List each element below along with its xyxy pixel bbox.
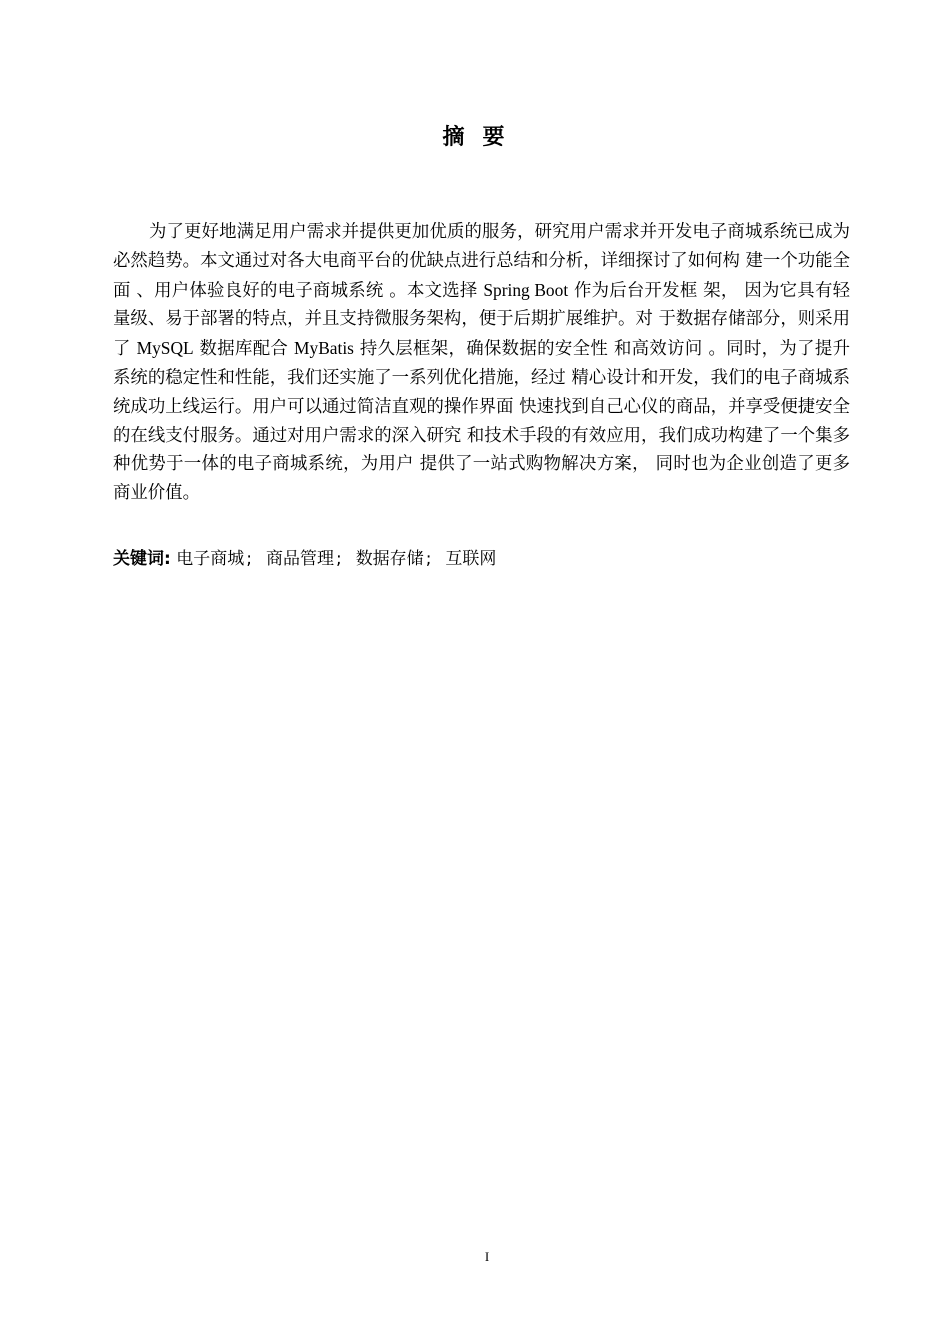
keyword-separator: ; <box>335 549 342 569</box>
abstract-title: 摘要 <box>442 125 523 150</box>
abstract-body <box>113 218 850 508</box>
page-number: I <box>484 1249 490 1264</box>
keywords-label: 关键词: <box>113 549 171 569</box>
abstract-term-mysql: MySQL <box>136 338 194 359</box>
abstract-text-part-3: 数据库配合 <box>193 339 295 360</box>
abstract-text-part-2: 作为后台开发框 架， 因为它具有轻量级、易于部署的特点，并且支持微服务架构，便于后期扩展维护。对 于数据存储部分，则采用了 <box>113 280 850 360</box>
keywords-line <box>113 546 850 572</box>
keyword-item: 互联网 <box>445 549 497 569</box>
keyword-item: 商品管理 <box>265 549 334 569</box>
keyword-separator: ; <box>246 549 252 569</box>
abstract-text-part-1: 为了更好地满足用户需求并提供更加优质的服务，研究用户需求并开发电子商城系统已成为必然趋势。本文通过对各大电商平台的优缺点进行总结和分析，详细探讨了如何构 建一个功能全面 、用户体验良好的电子商城系统 。本文选择 <box>113 222 850 301</box>
keyword-separator: ; <box>425 549 432 569</box>
abstract-term-spring-boot: Spring Boot <box>483 279 569 300</box>
keyword-item: 数据存储 <box>355 549 424 569</box>
abstract-term-mybatis: MyBatis <box>294 338 354 359</box>
keyword-item: 电子商城 <box>176 549 245 569</box>
abstract-text-part-4: 持久层框架，确保数据的安全性 和高效访问 。同时，为了提升系统的稳定性和性能，我们还实施了一系列优化措施，经过 精心设计和开发，我们的电子商城系统成功上线运行。用户可以通过简洁直观的操作界面 快速找到自己心仪的商品，并享受便捷安全的在线支付服务。通过对用户需求的深入研究 和技术手段的有效应用，我们成功构建了一个集多种优势于一体的电子商城系统，为用户 提供了一站式购物解决方案， 同时也为企业创造了更多商业价值。 <box>113 339 850 504</box>
